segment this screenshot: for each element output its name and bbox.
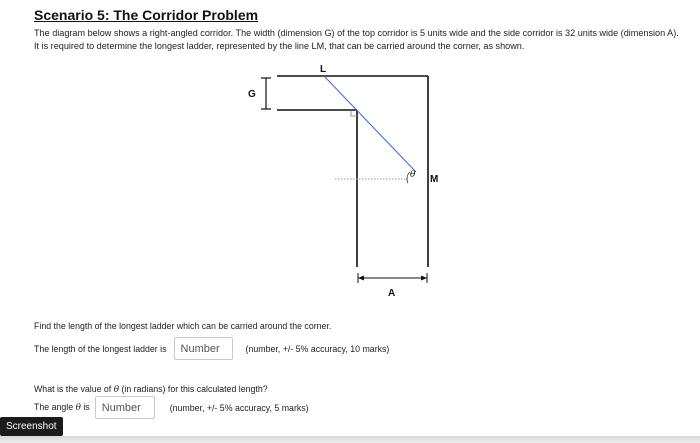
theta-symbol: θ — [75, 403, 81, 413]
question-2-prompt: What is the value of θ (in radians) for this calculated length? — [34, 384, 268, 395]
label-g: G — [248, 89, 256, 100]
right-angle-marker — [351, 110, 357, 116]
ladder-length-note: (number, +/- 5% accuracy, 10 marks) — [245, 343, 390, 354]
scenario-title: Scenario 5: The Corridor Problem — [34, 7, 259, 23]
theta-symbol: θ — [113, 385, 119, 395]
dimension-a-arrow-right — [421, 276, 427, 281]
bottom-scroll-bar — [0, 436, 700, 443]
label-l: L — [320, 64, 327, 75]
dimension-a-arrow-left — [358, 276, 364, 281]
ladder-line-lm — [324, 76, 416, 172]
question-1-prompt: Find the length of the longest ladder which can be carried around the corner. — [34, 321, 332, 331]
label-theta: θ — [410, 170, 416, 180]
angle-input[interactable] — [95, 396, 155, 419]
angle-note: (number, +/- 5% accuracy, 5 marks) — [169, 402, 309, 413]
ladder-length-input[interactable] — [174, 337, 233, 360]
angle-label: The angle θ is — [34, 402, 90, 413]
label-a: A — [388, 288, 396, 299]
label-m: M — [430, 174, 439, 185]
question-2-answer-row — [34, 396, 309, 419]
intro-paragraph: The diagram below shows a right-angled corridor. The width (dimension G) of the top corridor is 5 units wide and the side corridor is 32 units wide (dimension A). It is required to determine the longest ladder, represented by the line LM, that can be carried around the corner, as shown. — [34, 28, 679, 51]
question-1-answer-row — [34, 337, 389, 360]
ladder-length-label: The length of the longest ladder is — [34, 343, 167, 354]
screenshot-tooltip[interactable]: Screenshot — [0, 417, 63, 436]
